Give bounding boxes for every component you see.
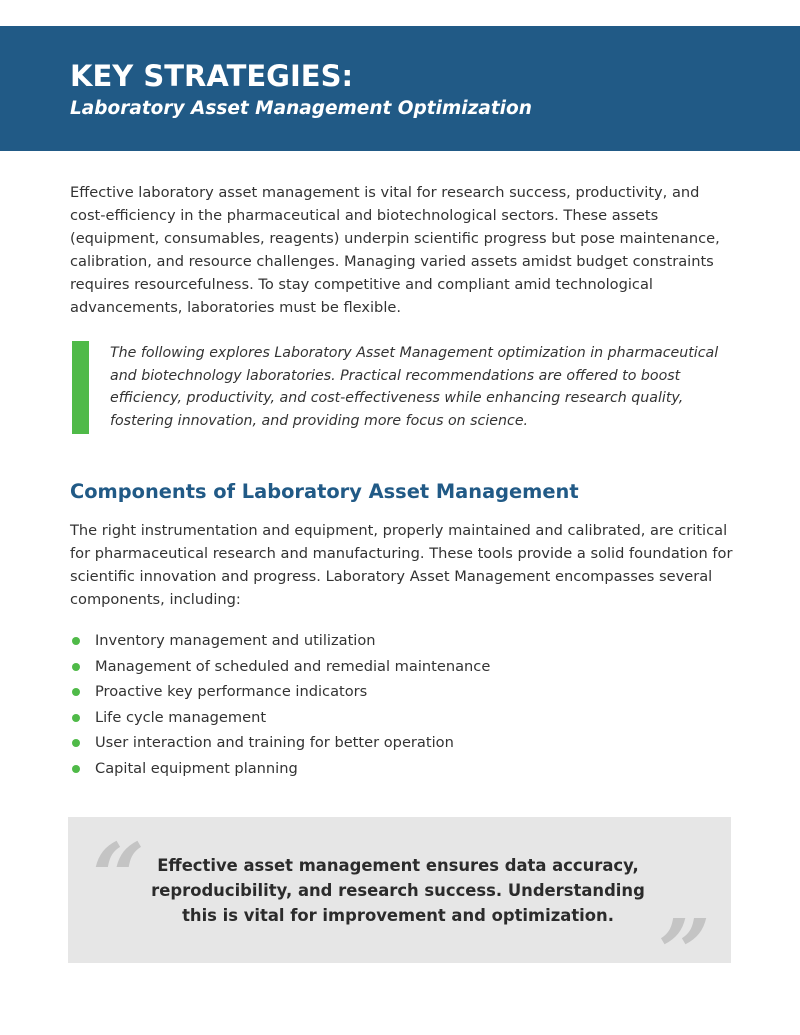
list-item — [70, 705, 490, 731]
section-heading: Components of Laboratory Asset Management — [70, 480, 579, 503]
open-quote-icon: “ — [92, 823, 145, 931]
list-item — [70, 730, 490, 756]
page-header — [0, 26, 800, 151]
list-item-label: Inventory management and utilization — [95, 632, 376, 649]
bullet-dot-icon — [72, 714, 80, 722]
page-title: KEY STRATEGIES: — [70, 59, 354, 93]
list-item-label: Life cycle management — [95, 708, 267, 726]
list-item — [70, 756, 490, 782]
list-item-label: User interaction and training for better operation — [95, 734, 454, 751]
page-subtitle: Laboratory Asset Management Optimization — [70, 98, 532, 119]
list-item — [70, 679, 490, 705]
bullet-dot-icon — [72, 739, 80, 747]
list-item-label: Capital equipment planning — [95, 759, 298, 777]
list-item — [70, 628, 490, 654]
intro-paragraph: Effective laboratory asset management is vital for research success, productivity, and cost-efficiency in the pharmaceutical and biotechnological sectors. These assets (equipment, consumables, reagents) underpin scientific progress but pose maintenance, calibration, and resource challenges. Managing varied assets amidst budget constraints requires resourcefulness. To stay competitive and compliant amid technological advancements, laboratories must be flexible. — [70, 184, 720, 316]
bullet-dot-icon — [72, 688, 80, 696]
callout-block — [72, 341, 732, 434]
pull-quote-text: Effective asset management ensures data accuracy, reproducibility, and research success. Understanding this is vital for improvement and optimization. — [151, 856, 645, 925]
list-item-label: Proactive key performance indicators — [95, 683, 368, 700]
close-quote-icon: ” — [658, 899, 711, 1007]
list-item-label: Management of scheduled and remedial maintenance — [95, 657, 491, 675]
pull-quote — [68, 817, 731, 1007]
bullet-dot-icon — [72, 663, 80, 671]
callout-accent-bar — [72, 341, 89, 434]
section-body: The right instrumentation and equipment, properly maintained and calibrated, are critical for pharmaceutical research and manufacturing. These tools provide a solid foundation for scientific innovation and progress. Laboratory Asset Management encompasses several components, including: — [70, 522, 733, 608]
components-list — [70, 628, 490, 781]
list-item — [70, 654, 490, 680]
callout-text: The following explores Laboratory Asset Management optimization in pharmaceutical and biotechnology laboratories. Practical recommendations are offered to boost efficiency, productivity, and cost-effectiveness while enhancing research quality, fostering innovation, and providing more focus on science. — [110, 345, 719, 429]
bullet-dot-icon — [72, 765, 80, 773]
bullet-dot-icon — [72, 637, 80, 645]
